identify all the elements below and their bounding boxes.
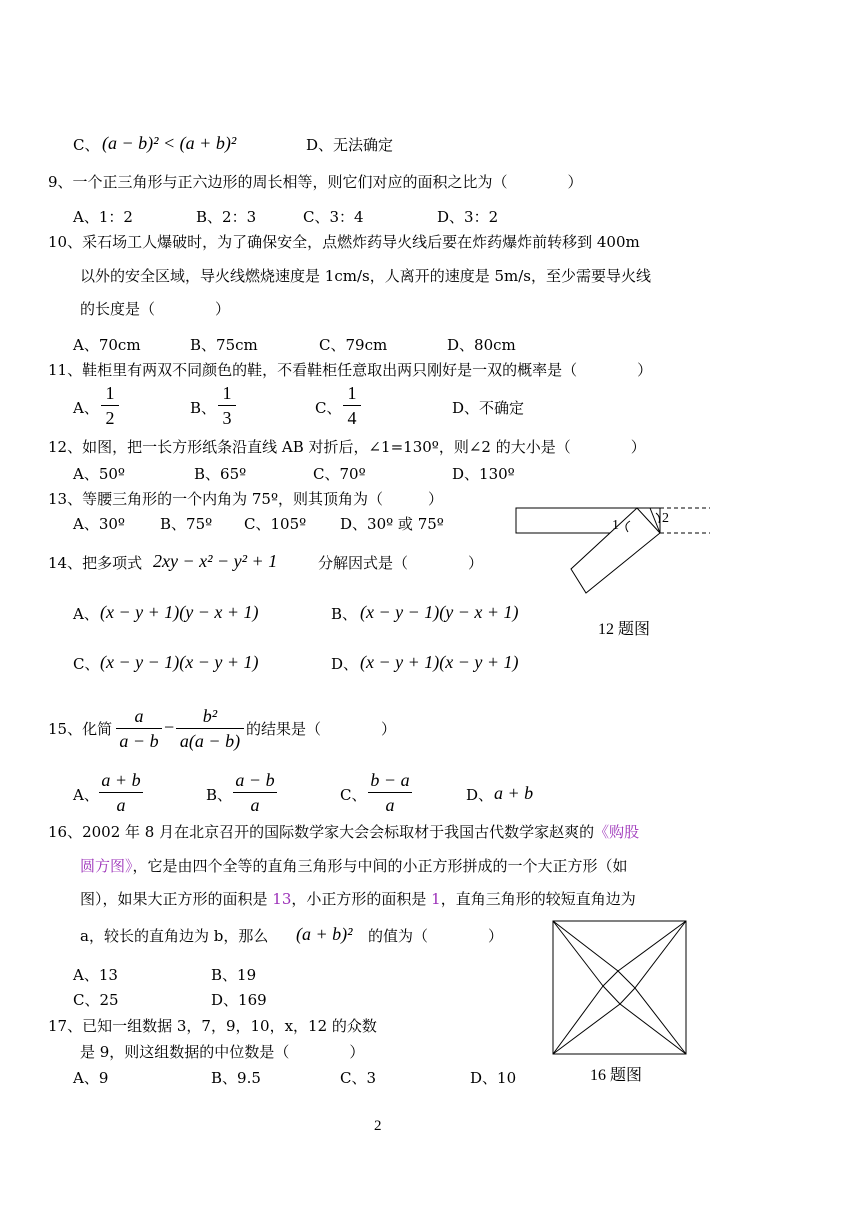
angle-2-label: 2: [662, 511, 669, 526]
q10-line3: 的长度是（ ）: [80, 300, 231, 318]
q8-option-c-math: (a − b)² < (a + b)²: [102, 133, 237, 153]
fraction-denominator: 3: [222, 408, 232, 428]
q16-line1: [48, 822, 639, 842]
q16-figure-caption: 16 题图: [590, 1067, 643, 1084]
q11-option-b-label: B、: [190, 399, 217, 417]
q10-option-a: A、70cm: [73, 336, 141, 354]
q16-line1-text: 16、2002 年 8 月在北京召开的国际数学家大会会标取材于我国古代数学家赵爽的: [48, 823, 595, 841]
q16-line4-pre: a，较长的直角边为 b，那么: [80, 927, 269, 945]
q12-option-a: A、50º: [73, 465, 125, 483]
angle-1-label: 1: [612, 518, 619, 533]
fraction-numerator: a: [134, 706, 144, 726]
q12-option-d: D、130º: [452, 465, 515, 483]
q16-option-d: D、169: [211, 991, 267, 1009]
q16-title-part2: 圆方图》: [80, 857, 133, 875]
q11-option-c-label: C、: [315, 399, 342, 417]
fraction-denominator: 4: [347, 408, 357, 428]
q17-line1: 17、已知一组数据 3，7，9，10，x，12 的众数: [48, 1017, 377, 1035]
q16-figure: [550, 918, 690, 1058]
q12-figure: [505, 495, 720, 605]
fraction-denominator: a: [385, 795, 395, 815]
q10-option-c: C、79cm: [319, 336, 388, 354]
fraction-bar: [101, 405, 119, 406]
q10-line2: 以外的安全区域，导火线燃烧速度是 1cm/s，人离开的速度是 5m/s，至少需要导火线: [80, 267, 651, 285]
fraction-numerator: a + b: [101, 770, 141, 790]
q14-stem-pre: 14、把多项式: [48, 554, 143, 572]
q9-option-b: B、2：3: [196, 208, 257, 226]
fraction-bar: [233, 792, 277, 793]
q10-option-b: B、75cm: [190, 336, 258, 354]
q8-option-c-label: C、: [73, 136, 100, 154]
fraction-bar: [343, 405, 361, 406]
q17-option-a: A、9: [73, 1069, 109, 1087]
triangle-leg-3: [553, 1004, 620, 1054]
q15-option-c-label: C、: [340, 786, 367, 804]
q12-figure-caption: 12 题图: [598, 621, 651, 638]
q13-option-c: C、105º: [244, 515, 307, 533]
fraction-denominator: a(a − b): [179, 731, 241, 751]
q12-stem: 12、如图，把一长方形纸条沿直线 AB 对折后，∠1=130º，则∠2 的大小是（ ）: [48, 438, 646, 456]
fraction-numerator: 1: [105, 383, 115, 403]
q16-line2: [80, 856, 628, 876]
q16-option-c: C、25: [73, 991, 119, 1009]
q16-line3: [80, 889, 636, 909]
q16-title-part1: 《购股: [594, 823, 640, 841]
q11-option-d: D、不确定: [452, 399, 525, 417]
q13-stem: 13、等腰三角形的一个内角为 75º，则其顶角为（ ）: [48, 490, 443, 508]
angle-2-arc: [656, 513, 660, 523]
q11-option-b-fraction: [218, 382, 236, 429]
q15-stem-pre: 15、化简: [48, 720, 113, 738]
fraction-bar: [218, 405, 236, 406]
q15-option-c-fraction: [368, 769, 412, 816]
q11-stem: 11、鞋柜里有两双不同颜色的鞋，不看鞋柜任意取出两只刚好是一双的概率是（ ）: [48, 361, 653, 379]
q16-line2-text: ，它是由四个全等的直角三角形与中间的小正方形拼成的一个大正方形（如: [132, 857, 628, 875]
q15-option-b-label: B、: [206, 786, 233, 804]
q14-option-c-math: (x − y − 1)(x − y + 1): [100, 652, 259, 672]
q17-option-c: C、3: [340, 1069, 377, 1087]
q10-line1: 10、采石场工人爆破时，为了确保安全，点燃炸药导火线后要在炸药爆炸前转移到 400m: [48, 233, 640, 251]
fraction-numerator: b − a: [370, 770, 410, 790]
q16-line3-a: 图），如果大正方形的面积是: [80, 890, 273, 908]
q13-option-d: D、30º 或 75º: [340, 515, 444, 533]
q15-option-b-fraction: [233, 769, 277, 816]
q9-option-a: A、1：2: [73, 208, 133, 226]
fraction-numerator: 1: [347, 383, 357, 403]
q13-option-a: A、30º: [73, 515, 125, 533]
q8-option-d: D、无法确定: [306, 136, 394, 154]
q16-line3-b: ，小正方形的面积是: [291, 890, 432, 908]
q11-option-c-fraction: [343, 382, 361, 429]
q10-option-d: D、80cm: [447, 336, 516, 354]
q17-line2: 是 9，则这组数据的中位数是（ ）: [80, 1043, 365, 1061]
q15-option-a-fraction: [99, 769, 143, 816]
q17-option-b: B、9.5: [211, 1069, 261, 1087]
q14-option-d-math: (x − y + 1)(x − y + 1): [360, 652, 519, 672]
q15-option-a-label: A、: [73, 786, 99, 804]
triangle-hypotenuse-2: [635, 921, 686, 988]
fraction-bar: [99, 792, 143, 793]
q15-fraction-2: [176, 705, 244, 752]
fraction-bar: [368, 792, 412, 793]
fraction-numerator: a − b: [235, 770, 275, 790]
triangle-leg-1: [618, 921, 686, 971]
page-number: 2: [374, 1118, 382, 1134]
q15-option-d-label: D、: [466, 786, 494, 804]
triangle-hypotenuse-4: [553, 986, 603, 1054]
q16-option-a: A、13: [73, 966, 118, 984]
outer-square: [553, 921, 686, 1054]
q16-value-13: 13: [272, 890, 292, 908]
q12-option-b: B、65º: [194, 465, 247, 483]
fraction-bar: [176, 728, 244, 729]
q11-option-a-label: A、: [73, 399, 99, 417]
q9-option-c: C、3：4: [303, 208, 364, 226]
q14-option-a-label: A、: [73, 605, 99, 623]
q14-option-b-label: B、: [331, 605, 358, 623]
q14-option-a-math: (x − y + 1)(y − x + 1): [100, 602, 259, 622]
fraction-denominator: a − b: [119, 731, 159, 751]
q14-option-d-label: D、: [331, 655, 359, 673]
q16-value-1: 1: [431, 890, 441, 908]
q15-fraction-1: [116, 705, 162, 752]
q14-stem-post: 分解因式是（ ）: [318, 554, 484, 572]
fraction-numerator: b²: [202, 706, 218, 726]
q16-line4-math: (a + b)²: [296, 924, 353, 944]
q15-minus: −: [164, 717, 175, 737]
fraction-bar: [116, 728, 162, 729]
q16-line3-c: ，直角三角形的较短直角边为: [440, 890, 636, 908]
q14-option-c-label: C、: [73, 655, 100, 673]
q14-stem-math: 2xy − x² − y² + 1: [153, 551, 278, 571]
q14-option-b-math: (x − y − 1)(y − x + 1): [360, 602, 519, 622]
q9-option-d: D、3：2: [437, 208, 499, 226]
inner-square: [603, 971, 635, 1004]
q12-option-c: C、70º: [313, 465, 366, 483]
q16-option-b: B、19: [211, 966, 257, 984]
q11-option-a-fraction: [101, 382, 119, 429]
q15-stem-post: 的结果是（ ）: [246, 720, 397, 738]
fraction-denominator: a: [116, 795, 126, 815]
q13-option-b: B、75º: [160, 515, 213, 533]
fraction-denominator: a: [250, 795, 260, 815]
q16-line4-post: 的值为（ ）: [368, 927, 504, 945]
fraction-denominator: 2: [105, 408, 115, 428]
q15-option-d-math: a + b: [494, 783, 534, 803]
q9-stem: 9、一个正三角形与正六边形的周长相等，则它们对应的面积之比为（ ）: [48, 173, 583, 191]
fraction-numerator: 1: [222, 383, 232, 403]
q17-option-d: D、10: [470, 1069, 517, 1087]
